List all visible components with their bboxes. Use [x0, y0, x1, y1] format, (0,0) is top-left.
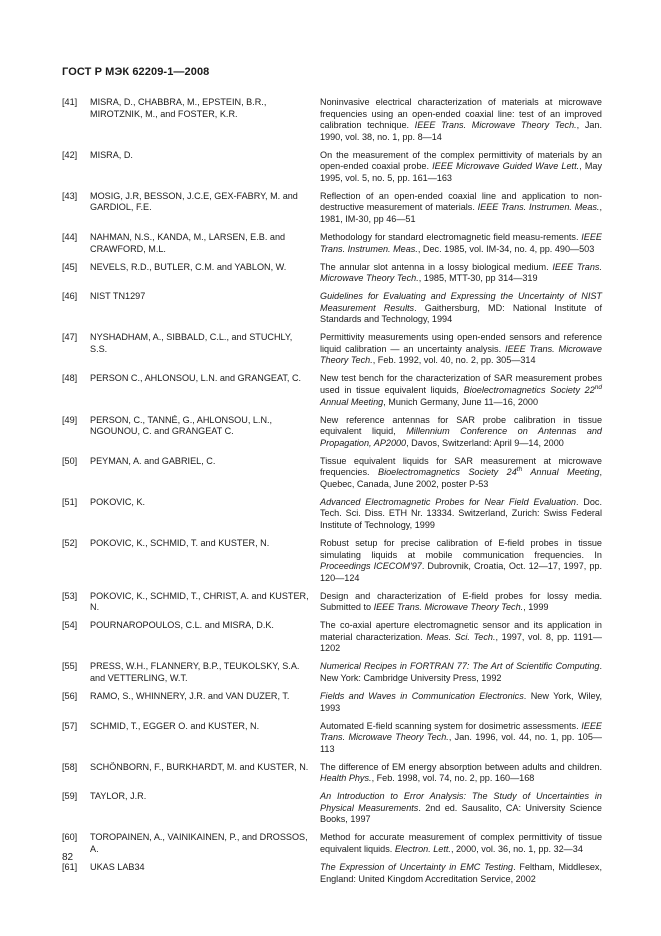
- reference-entry: [62, 661, 602, 684]
- reference-number: [55]: [62, 661, 78, 672]
- reference-number: [53]: [62, 590, 78, 601]
- reference-description: [320, 762, 602, 785]
- reference-text: . Feltham, Middlesex, England: United Kingdom Accreditation Service, 2002: [320, 862, 602, 884]
- reference-text: , 1981, IM-30, pp 46—51: [320, 202, 602, 224]
- reference-number: [44]: [62, 231, 78, 242]
- reference-authors: PERSON, C., TANNÉ, G., AHLONSOU, L.N., NGOUNOU, C. and GRANGEAT C.: [90, 414, 273, 437]
- reference-authors: MOSIG, J.R, BESSON, J.C.E, GEX-FABRY, M. and GARDIOL, F.E.: [90, 190, 298, 213]
- reference-italic-text: Health Phys.: [320, 773, 372, 784]
- reference-text: . New York: Cambridge University Press, 1992: [320, 661, 602, 683]
- reference-entry: [62, 762, 602, 785]
- reference-number: [48]: [62, 373, 78, 384]
- reference-description: [320, 691, 602, 714]
- reference-italic-text: IEEE Trans. Instrumen. Meas.: [477, 202, 600, 213]
- reference-number: [47]: [62, 332, 78, 343]
- reference-text: , 1985, MTT-30, pp 314—319: [418, 273, 538, 284]
- reference-authors: POKOVIC, K.: [90, 496, 146, 507]
- reference-description: [320, 373, 602, 408]
- reference-italic-text: IEEE Trans. Microwave Theory Tech.: [320, 261, 602, 284]
- reference-number: [50]: [62, 455, 78, 466]
- reference-authors: POKOVIC, K., SCHMID, T. and KUSTER, N.: [90, 538, 270, 548]
- reference-entry: [62, 191, 602, 226]
- reference-italic-text: Fields and Waves in Communication Electronics: [320, 691, 524, 702]
- reference-text: Noninvasive electrical characterization of materials at microwave frequencies using an open-ended coaxial line: test of an improved calibration technique.: [320, 97, 602, 131]
- reference-authors: SCHÖNBORN, F., BURKHARDT, M. and KUSTER, N.: [90, 761, 309, 772]
- reference-description: [320, 262, 602, 285]
- reference-description: [320, 591, 602, 614]
- reference-italic-text: Bioelectromagnetics Society 22: [463, 384, 595, 395]
- reference-text: The difference of EM energy absorption between adults and children.: [320, 761, 602, 772]
- reference-description: [320, 862, 602, 885]
- reference-italic-text: Numerical Recipes in FORTRAN 77: The Art of Scientific Computing: [320, 661, 600, 672]
- reference-text: , Dec. 1985, vol. IM-34, no. 4, pp. 490—503: [417, 243, 595, 254]
- reference-text: , Quebec, Canada, June 2002, poster P-53: [320, 467, 602, 489]
- reference-text: The co-axial aperture electromagnetic sensor and its application in material characterization.: [320, 620, 602, 642]
- reference-text: Reflection of an open-ended coaxial line and application to non-destructive measurement of materials.: [320, 190, 602, 213]
- reference-italic-text: IEEE Trans. Microwave Theory Tech.: [320, 343, 602, 366]
- reference-number: [54]: [62, 620, 78, 631]
- reference-italic-text: Bioelectromagnetics Society 24: [378, 467, 517, 478]
- reference-authors: MISRA, D.: [90, 149, 133, 160]
- document-header: ГОСТ Р МЭК 62209-1—2008: [62, 66, 210, 78]
- reference-entry: [62, 97, 602, 143]
- reference-entry: [62, 291, 602, 326]
- reference-text: Permittivity measurements using open-ended sensors and reference liquid calibration — an uncertainty analysis.: [320, 332, 602, 354]
- reference-authors: NEVELS, R.D., BUTLER, C.M. and YABLON, W.: [90, 261, 287, 272]
- reference-entry: [62, 373, 602, 408]
- reference-italic-text: IEEE Microwave Guided Wave Lett.: [432, 161, 580, 172]
- reference-italic-text: IEEE Trans. Microwave Theory Tech.: [414, 120, 577, 131]
- reference-authors: POURNAROPOULOS, C.L. and MISRA, D.K.: [90, 620, 274, 631]
- reference-text: Methodology for standard electromagnetic field measu-rements.: [320, 231, 582, 242]
- reference-entry: [62, 332, 602, 367]
- reference-text: . Dubrovnik, Croatia, Oct. 12—17, 1997, pp. 120—124: [320, 561, 602, 583]
- reference-number: [58]: [62, 761, 78, 772]
- reference-text: New reference antennas for SAR probe calibration in tissue equivalent liquid,: [320, 414, 602, 437]
- reference-italic-text: Annual Meeting: [320, 396, 384, 407]
- reference-italic-text: Annual Meeting: [522, 467, 600, 478]
- reference-number: [52]: [62, 538, 78, 548]
- reference-italic-text: IEEE Trans. Instrumen. Meas.: [320, 231, 602, 254]
- reference-number: [57]: [62, 720, 78, 731]
- reference-entry: [62, 862, 602, 885]
- reference-number: [42]: [62, 149, 78, 160]
- reference-text: On the measurement of the complex permittivity of materials by an open-ended coaxial probe.: [320, 149, 602, 172]
- reference-italic-text: IEEE Trans. Microwave Theory Tech.: [373, 602, 524, 613]
- reference-number: [60]: [62, 832, 78, 843]
- reference-entry: [62, 832, 602, 855]
- reference-number: [59]: [62, 791, 78, 802]
- reference-authors: TAYLOR, J.R.: [90, 791, 147, 802]
- reference-authors: NIST TN1297: [90, 291, 146, 302]
- reference-text: Method for accurate measurement of complex permittivity of tissue equivalent liquids.: [320, 832, 602, 855]
- reference-entry: [62, 591, 602, 614]
- reference-italic-text: Proceedings ICECOM'97: [320, 561, 422, 572]
- reference-italic-text: Millennium Conference on Antennas and Propagation, AP2000: [320, 426, 602, 448]
- reference-description: [320, 191, 602, 226]
- reference-entry: [62, 497, 602, 532]
- reference-number: [43]: [62, 190, 78, 201]
- reference-text: , 2000, vol. 36, no. 1, pp. 32—34: [450, 844, 583, 855]
- reference-superscript: nd: [594, 383, 603, 391]
- reference-description: [320, 721, 602, 756]
- reference-italic-text: Guidelines for Evaluating and Expressing the Uncertainty of NIST Measurement Results: [320, 291, 602, 313]
- reference-number: [45]: [62, 261, 78, 272]
- reference-entry: [62, 456, 602, 491]
- reference-text: Design and characterization of E-field probes for lossy media. Submitted to: [320, 590, 602, 613]
- reference-description: [320, 497, 602, 532]
- reference-text: , Munich Germany, June 11—16, 2000: [383, 396, 539, 407]
- reference-text: , Feb. 1992, vol. 40, no. 2, pp. 305—314: [372, 355, 536, 366]
- reference-superscript: th: [516, 466, 523, 474]
- reference-number: [49]: [62, 414, 78, 425]
- reference-number: [56]: [62, 691, 78, 702]
- reference-description: [320, 232, 602, 255]
- reference-entry: [62, 691, 602, 714]
- reference-text: , Jan. 1996, vol. 44, no. 1, pp. 105—113: [320, 732, 602, 754]
- reference-text: Robust setup for precise calibration of E-field probes in tissue simulating liquids at mobile communication frequencies. In: [320, 538, 602, 560]
- reference-description: [320, 661, 602, 684]
- reference-authors: NYSHADHAM, A., SIBBALD, C.L., and STUCHLY, S.S.: [90, 332, 293, 354]
- reference-number: [61]: [62, 862, 78, 873]
- reference-text: The annular slot antenna in a lossy biological medium.: [320, 261, 553, 272]
- reference-italic-text: IEEE Trans. Microwave Theory Tech.: [320, 720, 602, 743]
- reference-italic-text: Electron. Lett.: [394, 844, 451, 855]
- reference-authors: PEYMAN, A. and GABRIEL, C.: [90, 455, 216, 466]
- reference-italic-text: An Introduction to Error Analysis: The Study of Uncertainties in Physical Measurements: [320, 791, 602, 813]
- reference-text: , 1997, vol. 8, pp. 1191—1202: [320, 631, 602, 654]
- reference-text: . 2nd ed. Sausalito, CA: University Science Books, 1997: [320, 802, 602, 825]
- reference-authors: MISRA, D., CHABBRA, M., EPSTEIN, B.R., MIROTZNIK, M., and FOSTER, K.R.: [90, 97, 267, 119]
- reference-text: , Feb. 1998, vol. 74, no. 2, pp. 160—168: [371, 773, 535, 784]
- reference-authors: UKAS LAB34: [90, 862, 145, 873]
- reference-description: [320, 620, 602, 655]
- reference-description: [320, 150, 602, 185]
- reference-text: , Davos, Switzerland: April 9—14, 2000: [406, 437, 564, 448]
- reference-italic-text: Meas. Sci. Tech.: [426, 631, 496, 642]
- reference-description: [320, 97, 602, 143]
- reference-description: [320, 832, 602, 855]
- reference-text: . Gaithersburg, MD: National Institute of Standards and Technology, 1994: [320, 302, 603, 325]
- reference-number: [46]: [62, 291, 78, 302]
- reference-entry: [62, 415, 602, 450]
- reference-text: Automated E-field scanning system for dosimetric assessments.: [320, 720, 582, 731]
- reference-description: [320, 791, 602, 826]
- reference-authors: PERSON C., AHLONSOU, L.N. and GRANGEAT, C.: [90, 373, 302, 384]
- reference-number: [51]: [62, 496, 78, 507]
- reference-description: [320, 538, 602, 584]
- reference-description: [320, 456, 602, 491]
- reference-italic-text: The Expression of Uncertainty in EMC Testing: [320, 862, 514, 873]
- reference-list: [62, 97, 602, 892]
- reference-entry: [62, 791, 602, 826]
- reference-text: , May 1995, vol. 5, no. 5, pp. 161—163: [320, 161, 603, 183]
- reference-authors: SCHMID, T., EGGER O. and KUSTER, N.: [90, 720, 260, 731]
- reference-text: New test bench for the characterization of SAR measurement probes used in tissue equivalent liquids,: [320, 373, 602, 395]
- reference-entry: [62, 262, 602, 285]
- reference-text: . Doc. Tech. Sci. Diss. ETH Nr. 13334. Switzerland, Zurich: Swiss Federal Institute of Technology, 1999: [320, 496, 602, 530]
- reference-text: , 1999: [523, 602, 549, 613]
- reference-text: . New York, Wiley, 1993: [320, 691, 602, 713]
- reference-authors: NAHMAN, N.S., KANDA, M., LARSEN, E.B. and CRAWFORD, M.L.: [90, 231, 286, 254]
- reference-description: [320, 332, 602, 367]
- reference-entry: [62, 620, 602, 655]
- reference-number: [41]: [62, 97, 78, 107]
- reference-entry: [62, 150, 602, 185]
- reference-entry: [62, 721, 602, 756]
- reference-authors: PRESS, W.H., FLANNERY, B.P., TEUKOLSKY, S.A. and VETTERLING, W.T.: [90, 661, 300, 683]
- page-number: 82: [62, 852, 74, 863]
- reference-entry: [62, 538, 602, 584]
- reference-authors: POKOVIC, K., SCHMID, T., CHRIST, A. and KUSTER, N.: [90, 590, 309, 613]
- reference-authors: RAMO, S., WHINNERY, J.R. and VAN DUZER, T.: [90, 691, 290, 702]
- reference-italic-text: Advanced Electromagnetic Probes for Near Field Evaluation: [320, 496, 576, 507]
- reference-entry: [62, 232, 602, 255]
- reference-authors: TOROPAINEN, A., VAINIKAINEN, P., and DROSSOS, A.: [90, 832, 308, 855]
- reference-text: , Jan. 1990, vol. 38, no. 1, pp. 8—14: [320, 120, 603, 142]
- reference-text: Tissue equivalent liquids for SAR measurement at microwave frequencies.: [320, 455, 602, 478]
- reference-description: [320, 415, 602, 450]
- reference-description: [320, 291, 602, 326]
